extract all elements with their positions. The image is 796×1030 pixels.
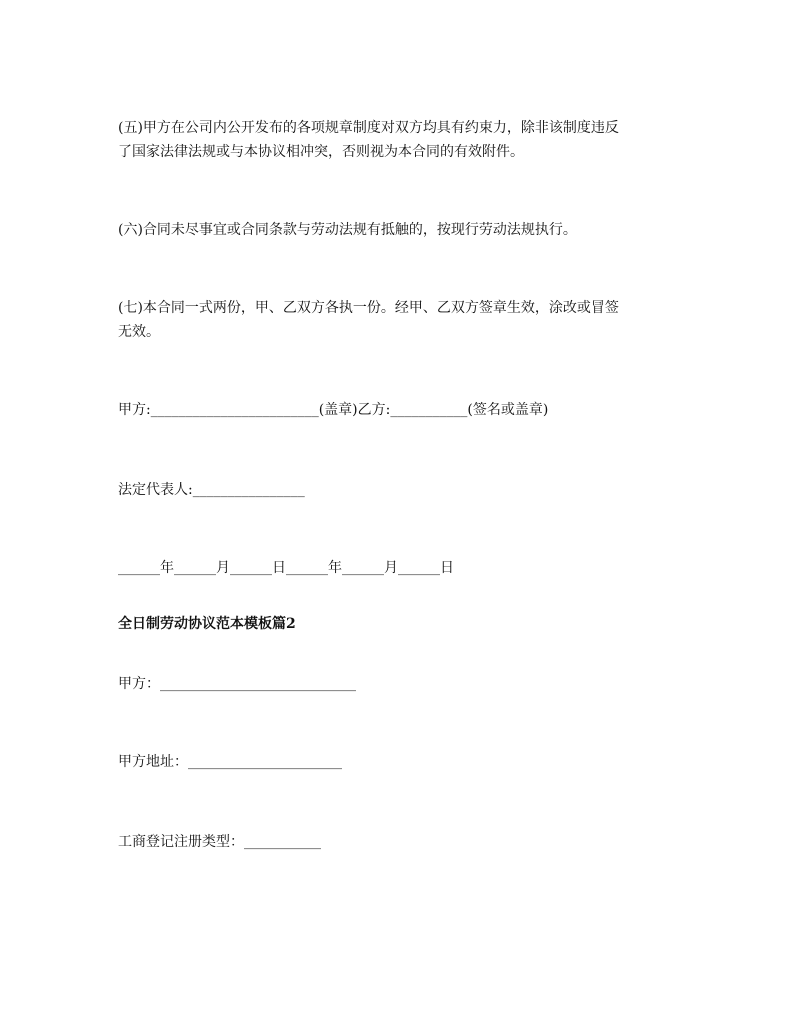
date-text: ______年______月______日______年______月______日 <box>118 560 454 576</box>
section-2-heading-text: 全日制劳动协议范本模板篇2 <box>118 616 296 632</box>
party-a-text: 甲方：____________________________ <box>118 676 356 692</box>
clause-7-line-2: 无效。 <box>118 324 160 340</box>
party-a-address-text: 甲方地址：______________________ <box>118 754 342 770</box>
clause-6-paragraph <box>118 218 684 242</box>
clause-7-paragraph <box>118 296 684 344</box>
clause-6-line: (六)合同未尽事宜或合同条款与劳动法规有抵触的，按现行劳动法规执行。 <box>118 222 577 238</box>
party-a-line <box>118 672 684 696</box>
legal-representative-line <box>118 478 684 502</box>
signature-line <box>118 398 684 422</box>
party-a-address-line <box>118 750 684 774</box>
signature-text: 甲方:________________________(盖章)乙方:___________(签名或盖章) <box>118 402 549 418</box>
clause-7-line-1: (七)本合同一式两份，甲、乙双方各执一份。经甲、乙双方签章生效，涂改或冒签 <box>118 300 619 316</box>
section-2-heading <box>118 612 684 636</box>
clause-5-paragraph <box>118 116 684 164</box>
clause-5-line-1: (五)甲方在公司内公开发布的各项规章制度对双方均具有约束力，除非该制度违反 <box>118 120 619 136</box>
business-registration-type-line <box>118 830 684 854</box>
date-line <box>118 556 684 580</box>
business-registration-type-text: 工商登记注册类型：___________ <box>118 834 321 850</box>
legal-representative-text: 法定代表人:________________ <box>118 482 305 498</box>
clause-5-line-2: 了国家法律法规或与本协议相冲突，否则视为本合同的有效附件。 <box>118 144 524 160</box>
